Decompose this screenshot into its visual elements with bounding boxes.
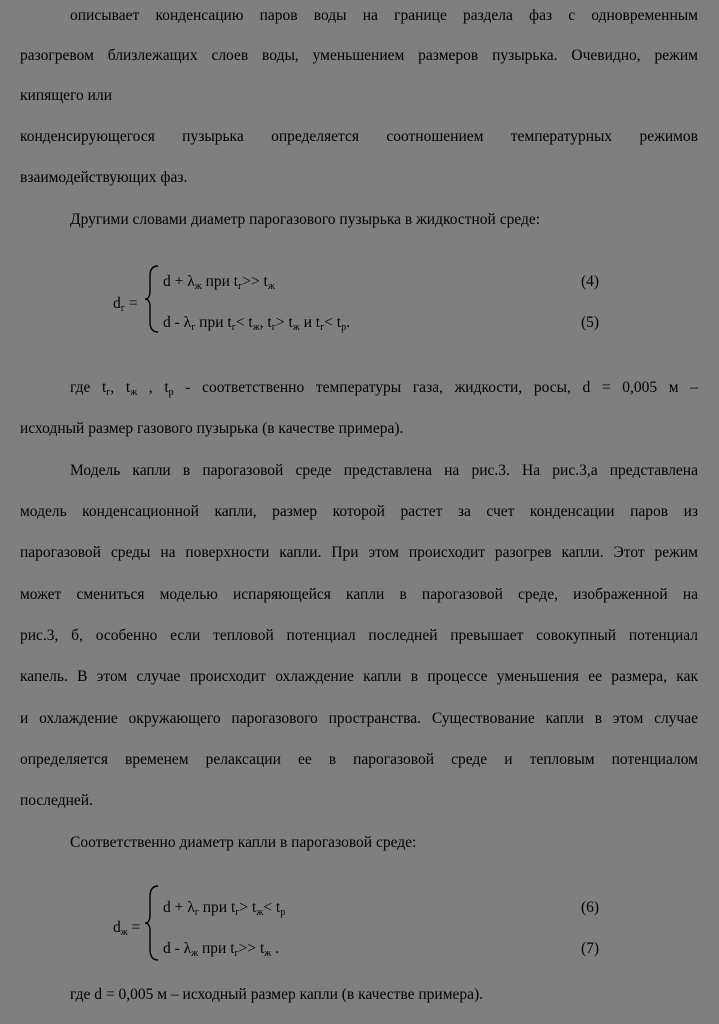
paragraph-line: определяется временем релаксации ее в парогазовой среде и тепловым потенциалом: [20, 751, 698, 768]
paragraph-line: и охлаждение окружающего парогазового пространства. Существование капли в этом случае: [20, 710, 698, 727]
paragraph-line: рис.3, б, особенно если тепловой потенциал последней превышает совокупный потенциал: [20, 627, 698, 644]
paragraph-line: парогазовой среды на поверхности капли. При этом происходит разогрев капли. Этот режим: [20, 544, 698, 561]
paragraph-line: кипящего или: [20, 87, 112, 104]
where-line: где $t_г$, $t_ж$ , $t_р$ - соответственно температуры газа, жидкости, росы, d = 0,005 м –: [70, 379, 698, 398]
equation-number: (4): [581, 273, 600, 290]
where-line: исходный размер газового пузырька (в качестве примера).: [20, 420, 404, 437]
formula-row-5: d - $\lambda_г$ при $t_г< t_ж$, $t_г> t_ж$ и $t_г< t_р$.: [163, 314, 350, 333]
paragraph-line: разогревом близлежащих слоев воды, уменьшением размеров пузырька. Очевидно, режим: [20, 47, 698, 64]
paragraph-line: модель конденсационной капли, размер которой растет за счет конденсации паров из: [20, 503, 698, 520]
formula-bubble-diameter: [0, 262, 719, 342]
formula-drop-diameter: [0, 880, 719, 960]
equation-number: (5): [581, 314, 600, 331]
equation-number: (7): [581, 940, 600, 957]
paragraph-line: капель. В этом случае происходит охлаждение капли в процессе уменьшения ее размера, как: [20, 668, 698, 685]
paragraph-line: может смениться моделью испаряющейся капли в парогазовой среде, изображенной на: [20, 586, 698, 603]
paragraph-line: Модель капли в парогазовой среде представлена на рис.3. На рис.3,а представлена: [70, 462, 698, 479]
equation-number: (6): [581, 899, 600, 916]
paragraph-line: взаимодействующих фаз.: [20, 169, 188, 186]
where-line: где d = 0,005 м – исходный размер капли (в качестве примера).: [70, 986, 484, 1003]
intro-drop-text: Соответственно диаметр капли в парогазовой среде:: [70, 834, 417, 851]
formula-lhs: $d_г$ =: [113, 295, 138, 314]
paragraph-line: последней.: [20, 792, 93, 809]
formula-row-7: d - $\lambda_ж$ при $t_г>> t_ж$ .: [163, 940, 279, 959]
paragraph-line: описывает конденсацию паров воды на границе раздела фаз с одновременным: [70, 7, 698, 24]
curly-brace: [144, 264, 160, 334]
curly-brace: [144, 884, 160, 962]
formula-row-6: $d + \lambda_г$ при $t_г> t_ж< t_р$: [163, 899, 286, 918]
paragraph-line: конденсирующегося пузырька определяется соотношением температурных режимов: [20, 128, 698, 145]
formula-row-4: $d + \lambda_ж$ при $t_г>> t_ж$: [163, 273, 275, 292]
formula-lhs: $d_ж$ =: [113, 919, 141, 938]
intro-bubble-text: Другими словами диаметр парогазового пузырька в жидкостной среде:: [70, 211, 541, 228]
